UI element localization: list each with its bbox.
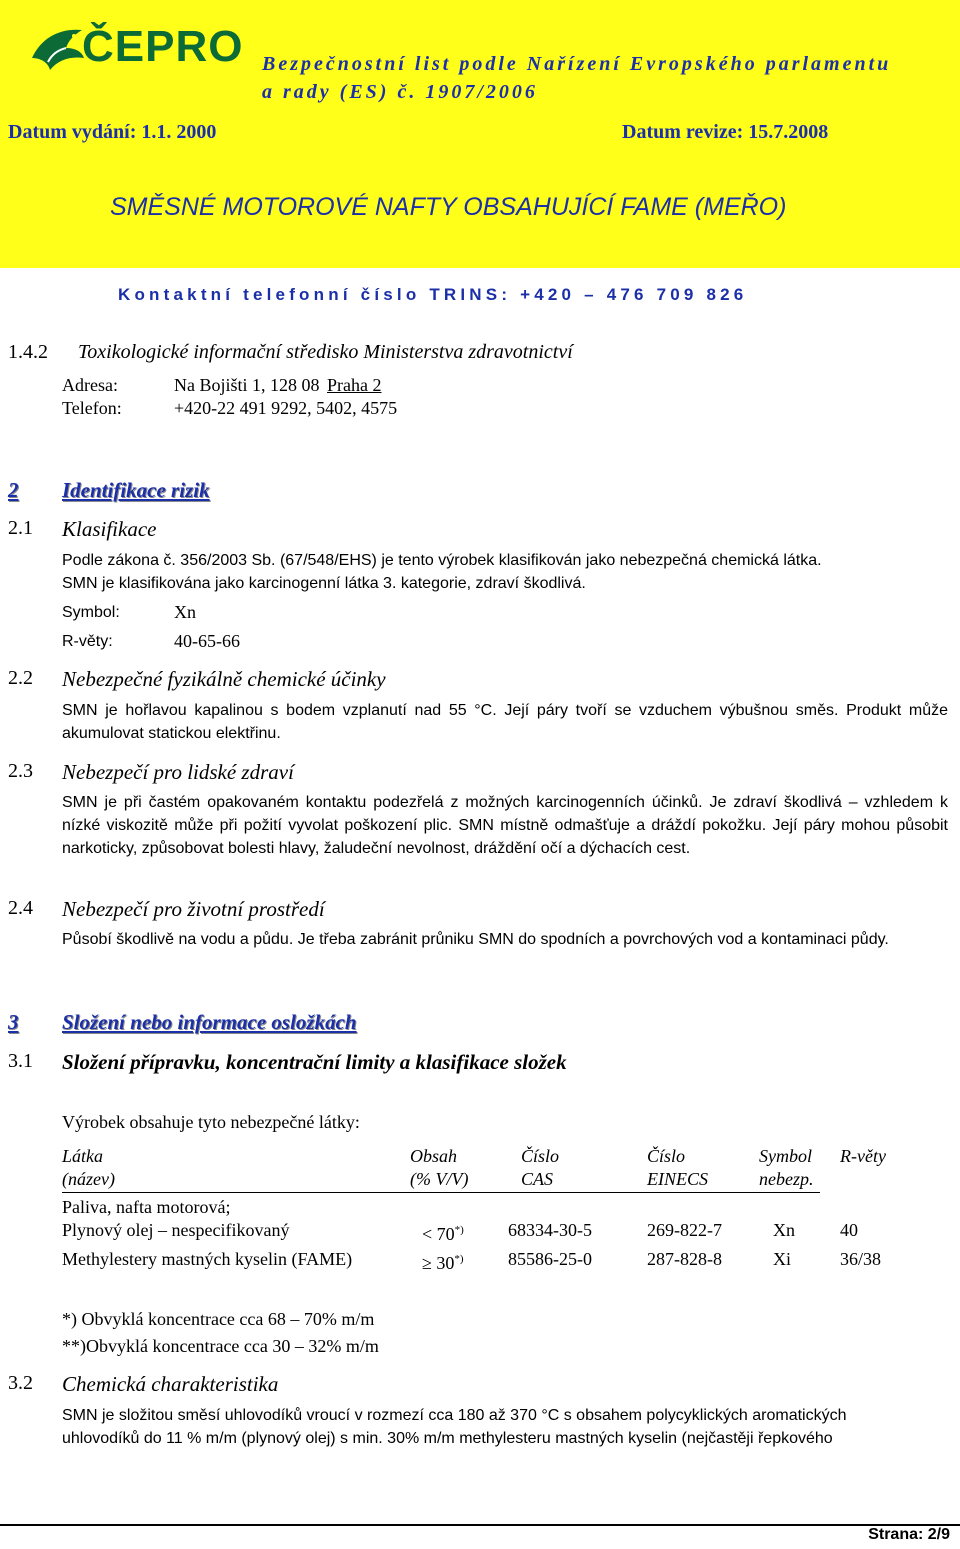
- table-cell-symbol: Xi: [773, 1249, 791, 1269]
- section-2-title: Identifikace rizik: [62, 478, 210, 502]
- footnote-mark: *): [454, 1253, 464, 1265]
- table-group-label: Paliva, nafta motorová;: [62, 1197, 231, 1217]
- paragraph: SMN je hořlavou kapalinou s bodem vzplanutí nad 55 °C. Její páry tvoří se vzduchem výbušnou směs. Produkt může akumulovat statickou elektřinu.: [62, 702, 948, 742]
- bird-logo-icon: [28, 18, 88, 84]
- symbol-value: Xn: [174, 602, 196, 622]
- phone-value: +420-22 491 9292, 5402, 4575: [174, 398, 398, 418]
- paragraph: SMN je při častém opakovaném kontaktu podezřelá z možných karcinogenních účinků. Je zdraví škodlivá – vzhledem k nízké viskozitě může při požití vyvolat poškození plic. SMN místně odmašťuje a dráždí pokožku. Její páry mohou působit narkoticky, způsobovat bolesti hlavy, žaludeční nevolnost, dráždění očí a dýchacích cest.: [62, 794, 948, 857]
- phone-label: Telefon:: [62, 398, 122, 418]
- title-line-1: Bezpečnostní list podle Nařízení Evropského parlamentu: [262, 53, 892, 75]
- section-title: Toxikologické informační středisko Ministerstva zdravotnictví: [78, 341, 573, 363]
- header-line: Obsah: [410, 1146, 458, 1166]
- header-line: nebezp.: [759, 1169, 814, 1189]
- address-street: Na Bojišti 1, 128 08: [174, 375, 320, 395]
- table-header-einecs: [647, 1145, 708, 1191]
- table-cell-einecs: 269-822-7: [647, 1220, 722, 1240]
- section-2-number: 2: [8, 478, 19, 502]
- product-name: SMĚSNÉ MOTOROVÉ NAFTY OBSAHUJÍCÍ FAME (MEŘO): [110, 193, 787, 221]
- header-line: CAS: [521, 1169, 554, 1189]
- table-cell-cas: 68334-30-5: [508, 1220, 592, 1240]
- chem-line-2: uhlovodíků do 11 % m/m (plynový olej) s min. 30% m/m methylesteru mastných kyselin (nejčastěji řepkového: [62, 1430, 833, 1447]
- content-value: < 70: [422, 1224, 455, 1244]
- classification-line-1: Podle zákona č. 356/2003 Sb. (67/548/EHS) je tento výrobek klasifikován jako nebezpečná chemická látka.: [62, 552, 822, 569]
- header-line: R-věty: [840, 1146, 886, 1166]
- section-3-number: 3: [8, 1010, 19, 1034]
- header-line: Symbol: [759, 1146, 812, 1166]
- subsection-title: Složení přípravku, koncentrační limity a klasifikace složek: [62, 1050, 567, 1074]
- subsection-number: 3.2: [8, 1372, 33, 1394]
- table-header-substance: [62, 1145, 115, 1191]
- address-label: Adresa:: [62, 375, 118, 395]
- subsection-number: 3.1: [8, 1050, 33, 1072]
- page-number: Strana: 2/9: [868, 1526, 950, 1543]
- table-cell-symbol: Xn: [773, 1220, 795, 1240]
- table-cell-r: 36/38: [840, 1249, 882, 1269]
- subsection-number: 2.3: [8, 760, 33, 782]
- table-cell-content: [422, 1219, 464, 1246]
- subsection-number: 2.4: [8, 897, 33, 919]
- revision-date: Datum revize: 15.7.2008: [622, 121, 829, 143]
- table-header-content: [410, 1145, 468, 1191]
- header-line: (název): [62, 1169, 115, 1189]
- table-cell-content: [422, 1248, 464, 1275]
- table-header-r-phrases: [840, 1145, 886, 1168]
- table-header-cas: [521, 1145, 559, 1191]
- table-cell-cas: 85586-25-0: [508, 1249, 592, 1269]
- header-line: Číslo: [647, 1146, 686, 1166]
- section-number: 1.4.2: [8, 341, 48, 363]
- address-city-link[interactable]: Praha 2: [327, 375, 382, 395]
- table-cell-name: Plynový olej – nespecifikovaný: [62, 1220, 290, 1240]
- footnote-mark: *): [454, 1224, 464, 1236]
- table-header-symbol: [759, 1145, 813, 1191]
- content-value: ≥ 30: [422, 1253, 455, 1273]
- classification-line-2: SMN je klasifikována jako karcinogenní látka 3. kategorie, zdraví škodlivá.: [62, 575, 586, 592]
- address-value: [174, 374, 382, 397]
- header-line: (% V/V): [410, 1169, 469, 1189]
- subsection-title: Klasifikace: [62, 517, 157, 541]
- footer-rule: [0, 1524, 960, 1526]
- paragraph: Působí škodlivě na vodu a půdu. Je třeba zabránit průniku SMN do spodních a povrchových vod a kontaminaci půdy.: [62, 931, 889, 948]
- subsection-title: Chemická charakteristika: [62, 1372, 279, 1396]
- subsection-title: Nebezpečné fyzikálně chemické účinky: [62, 667, 386, 691]
- contact-phone: Kontaktní telefonní číslo TRINS: +420 – 476 709 826: [118, 285, 748, 304]
- r-phrases-label: R-věty:: [62, 633, 113, 650]
- chem-line-1: SMN je složitou směsí uhlovodíků vroucí v rozmezí cca 180 až 370 °C s obsahem polycyklických aromatických: [62, 1407, 847, 1424]
- symbol-label: Symbol:: [62, 604, 120, 621]
- table-cell-name: Methylestery mastných kyselin (FAME): [62, 1249, 353, 1269]
- subsection-title: Nebezpečí pro životní prostředí: [62, 897, 325, 921]
- section-3-title: Složení nebo informace osložkách: [62, 1010, 357, 1034]
- header-line: Číslo: [521, 1146, 560, 1166]
- table-cell-einecs: 287-828-8: [647, 1249, 722, 1269]
- subsection-number: 2.2: [8, 667, 33, 689]
- logo-text: ČEPRO: [82, 22, 244, 71]
- header-line: Látka: [62, 1146, 104, 1166]
- issue-date: Datum vydání: 1.1. 2000: [8, 121, 217, 143]
- document-title: [262, 50, 891, 106]
- subsection-number: 2.1: [8, 517, 33, 539]
- table-header-rule: [62, 1192, 820, 1193]
- header-line: EINECS: [647, 1169, 708, 1189]
- r-phrases-value: 40-65-66: [174, 631, 240, 651]
- subsection-title: Nebezpečí pro lidské zdraví: [62, 760, 294, 784]
- footnote-1: *) Obvyklá koncentrace cca 68 – 70% m/m: [62, 1309, 375, 1329]
- footnote-2: **)Obvyklá koncentrace cca 30 – 32% m/m: [62, 1336, 379, 1356]
- table-intro: Výrobek obsahuje tyto nebezpečné látky:: [62, 1112, 360, 1132]
- title-line-2: a rady (ES) č. 1907/2006: [262, 81, 538, 103]
- table-cell-r: 40: [840, 1220, 858, 1240]
